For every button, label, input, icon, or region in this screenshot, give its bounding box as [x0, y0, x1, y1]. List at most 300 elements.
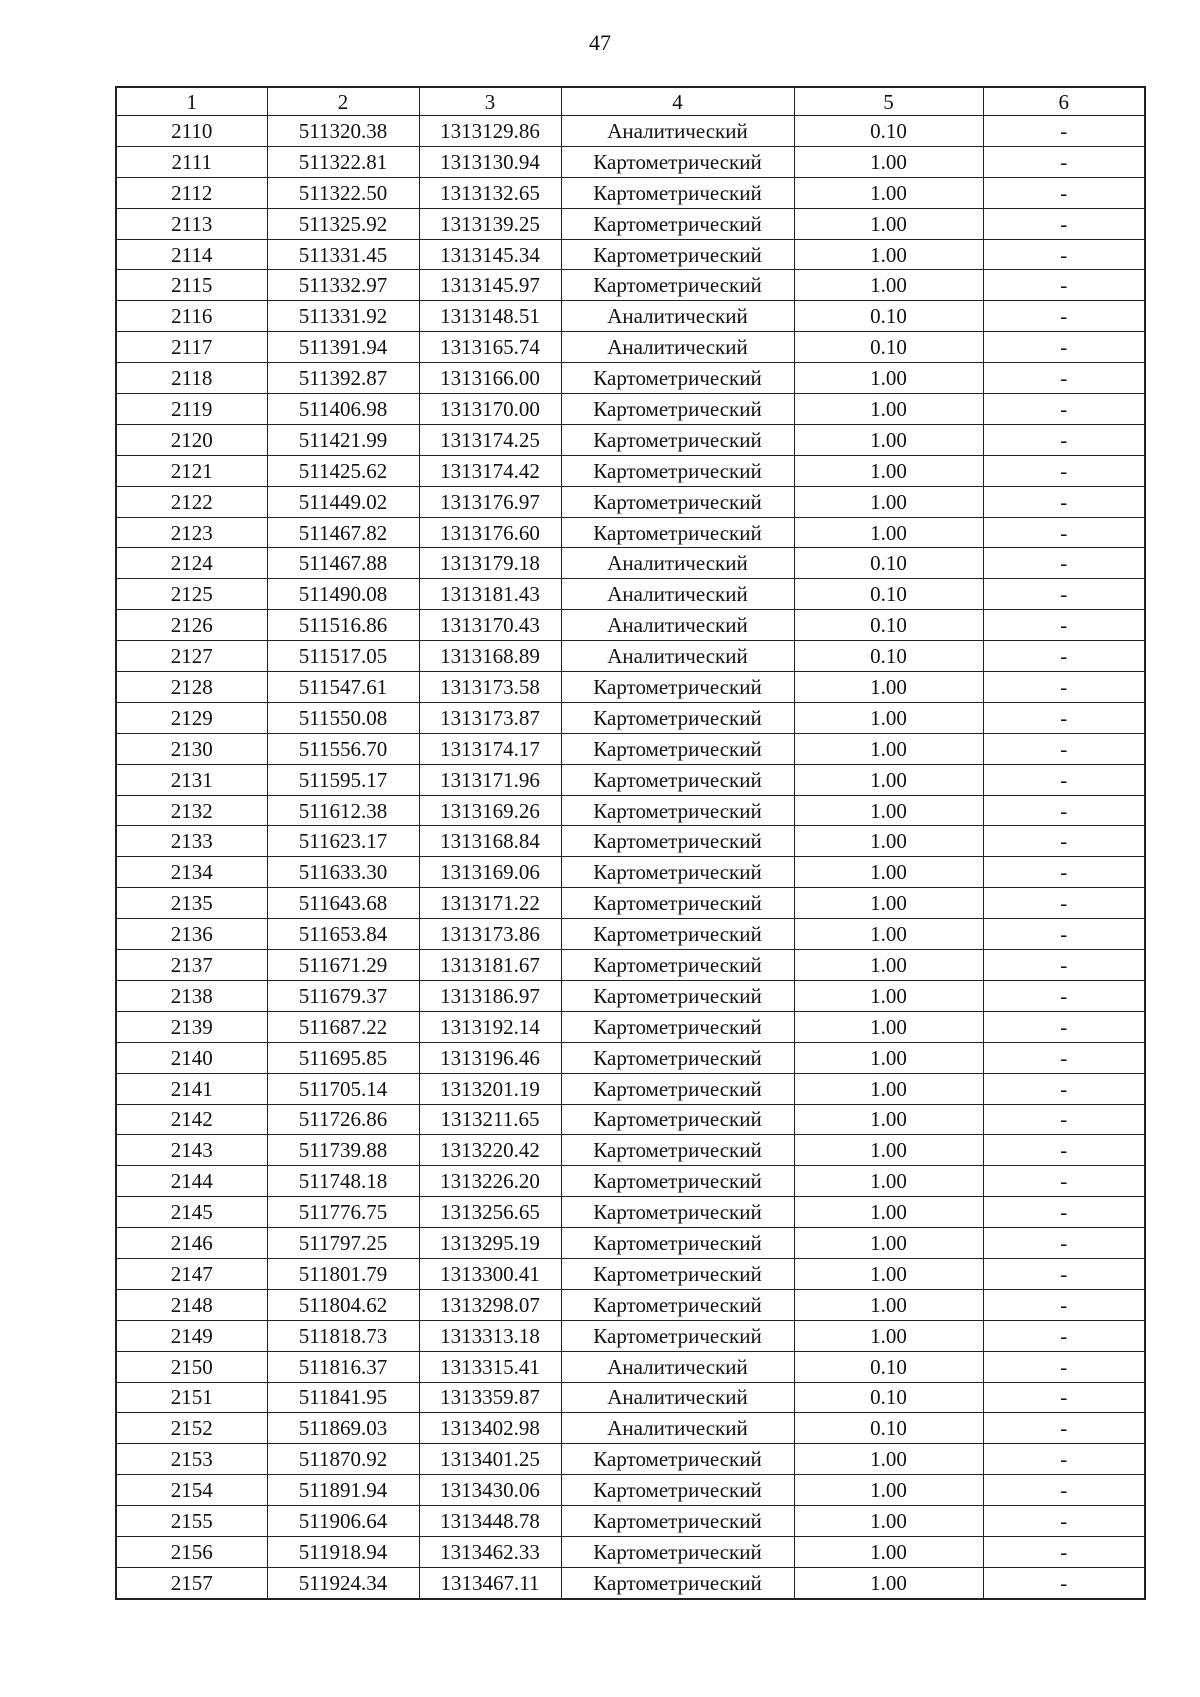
- cell-y-coordinate: 1313467.11: [419, 1567, 561, 1598]
- cell-accuracy: 1.00: [794, 1135, 983, 1166]
- cell-point-number: 2139: [116, 1011, 267, 1042]
- table-row: [116, 239, 1145, 270]
- cell-method: Картометрический: [561, 1042, 794, 1073]
- cell-y-coordinate: 1313171.22: [419, 888, 561, 919]
- cell-point-number: 2142: [116, 1104, 267, 1135]
- table-row: [116, 826, 1145, 857]
- cell-point-number: 2150: [116, 1351, 267, 1382]
- table-row: [116, 1228, 1145, 1259]
- cell-method: Картометрический: [561, 208, 794, 239]
- cell-accuracy: 1.00: [794, 950, 983, 981]
- table-row: [116, 1351, 1145, 1382]
- cell-method: Картометрический: [561, 1011, 794, 1042]
- cell-note: -: [983, 1166, 1145, 1197]
- cell-method: Картометрический: [561, 486, 794, 517]
- cell-x-coordinate: 511331.92: [267, 301, 419, 332]
- cell-method: Картометрический: [561, 857, 794, 888]
- table-row: [116, 486, 1145, 517]
- cell-note: -: [983, 1258, 1145, 1289]
- page-number: 47: [589, 30, 611, 55]
- cell-note: -: [983, 424, 1145, 455]
- cell-accuracy: 1.00: [794, 764, 983, 795]
- cell-point-number: 2140: [116, 1042, 267, 1073]
- cell-point-number: 2151: [116, 1382, 267, 1413]
- cell-accuracy: 1.00: [794, 1042, 983, 1073]
- cell-note: -: [983, 1351, 1145, 1382]
- cell-note: -: [983, 1073, 1145, 1104]
- cell-x-coordinate: 511643.68: [267, 888, 419, 919]
- cell-accuracy: 1.00: [794, 888, 983, 919]
- cell-point-number: 2145: [116, 1197, 267, 1228]
- cell-accuracy: 1.00: [794, 733, 983, 764]
- cell-note: -: [983, 764, 1145, 795]
- cell-accuracy: 0.10: [794, 1413, 983, 1444]
- table-row: [116, 888, 1145, 919]
- cell-x-coordinate: 511679.37: [267, 980, 419, 1011]
- cell-method: Картометрический: [561, 517, 794, 548]
- cell-note: -: [983, 486, 1145, 517]
- cell-note: -: [983, 1320, 1145, 1351]
- cell-y-coordinate: 1313132.65: [419, 177, 561, 208]
- cell-note: -: [983, 301, 1145, 332]
- cell-x-coordinate: 511623.17: [267, 826, 419, 857]
- cell-note: -: [983, 826, 1145, 857]
- cell-y-coordinate: 1313448.78: [419, 1506, 561, 1537]
- cell-x-coordinate: 511322.81: [267, 146, 419, 177]
- cell-y-coordinate: 1313192.14: [419, 1011, 561, 1042]
- cell-method: Картометрический: [561, 1289, 794, 1320]
- cell-point-number: 2127: [116, 641, 267, 672]
- cell-accuracy: 0.10: [794, 610, 983, 641]
- cell-note: -: [983, 919, 1145, 950]
- table-row: [116, 1166, 1145, 1197]
- cell-x-coordinate: 511653.84: [267, 919, 419, 950]
- cell-y-coordinate: 1313170.00: [419, 394, 561, 425]
- cell-point-number: 2147: [116, 1258, 267, 1289]
- cell-point-number: 2125: [116, 579, 267, 610]
- cell-x-coordinate: 511726.86: [267, 1104, 419, 1135]
- cell-x-coordinate: 511392.87: [267, 363, 419, 394]
- cell-y-coordinate: 1313173.86: [419, 919, 561, 950]
- cell-method: Аналитический: [561, 610, 794, 641]
- cell-x-coordinate: 511406.98: [267, 394, 419, 425]
- cell-x-coordinate: 511516.86: [267, 610, 419, 641]
- cell-method: Картометрический: [561, 672, 794, 703]
- table-row: [116, 332, 1145, 363]
- cell-point-number: 2149: [116, 1320, 267, 1351]
- table-body: [116, 116, 1145, 1599]
- cell-note: -: [983, 146, 1145, 177]
- cell-x-coordinate: 511467.82: [267, 517, 419, 548]
- cell-method: Картометрический: [561, 1320, 794, 1351]
- cell-note: -: [983, 1042, 1145, 1073]
- cell-y-coordinate: 1313170.43: [419, 610, 561, 641]
- cell-method: Аналитический: [561, 641, 794, 672]
- cell-method: Картометрический: [561, 888, 794, 919]
- cell-y-coordinate: 1313174.25: [419, 424, 561, 455]
- cell-accuracy: 1.00: [794, 146, 983, 177]
- cell-y-coordinate: 1313256.65: [419, 1197, 561, 1228]
- cell-x-coordinate: 511776.75: [267, 1197, 419, 1228]
- cell-y-coordinate: 1313130.94: [419, 146, 561, 177]
- cell-note: -: [983, 1567, 1145, 1598]
- cell-point-number: 2114: [116, 239, 267, 270]
- cell-method: Аналитический: [561, 1351, 794, 1382]
- cell-y-coordinate: 1313179.18: [419, 548, 561, 579]
- table-row: [116, 548, 1145, 579]
- cell-accuracy: 1.00: [794, 1011, 983, 1042]
- cell-note: -: [983, 1506, 1145, 1537]
- cell-y-coordinate: 1313169.06: [419, 857, 561, 888]
- cell-y-coordinate: 1313196.46: [419, 1042, 561, 1073]
- cell-method: Картометрический: [561, 1073, 794, 1104]
- coordinates-table: [115, 86, 1146, 1600]
- cell-point-number: 2134: [116, 857, 267, 888]
- cell-x-coordinate: 511869.03: [267, 1413, 419, 1444]
- cell-note: -: [983, 239, 1145, 270]
- cell-x-coordinate: 511818.73: [267, 1320, 419, 1351]
- cell-x-coordinate: 511906.64: [267, 1506, 419, 1537]
- cell-y-coordinate: 1313145.97: [419, 270, 561, 301]
- cell-note: -: [983, 888, 1145, 919]
- cell-note: -: [983, 610, 1145, 641]
- cell-y-coordinate: 1313166.00: [419, 363, 561, 394]
- cell-x-coordinate: 511841.95: [267, 1382, 419, 1413]
- cell-point-number: 2117: [116, 332, 267, 363]
- table-row: [116, 1475, 1145, 1506]
- table-row: [116, 455, 1145, 486]
- table-row: [116, 579, 1145, 610]
- column-header-method: 4: [561, 87, 794, 116]
- cell-method: Аналитический: [561, 1413, 794, 1444]
- cell-accuracy: 0.10: [794, 1382, 983, 1413]
- table-row: [116, 1506, 1145, 1537]
- cell-point-number: 2153: [116, 1444, 267, 1475]
- cell-y-coordinate: 1313168.84: [419, 826, 561, 857]
- cell-y-coordinate: 1313148.51: [419, 301, 561, 332]
- cell-note: -: [983, 672, 1145, 703]
- cell-point-number: 2144: [116, 1166, 267, 1197]
- cell-accuracy: 1.00: [794, 486, 983, 517]
- cell-note: -: [983, 208, 1145, 239]
- cell-method: Аналитический: [561, 548, 794, 579]
- cell-method: Картометрический: [561, 795, 794, 826]
- cell-point-number: 2120: [116, 424, 267, 455]
- cell-note: -: [983, 702, 1145, 733]
- cell-x-coordinate: 511739.88: [267, 1135, 419, 1166]
- header-row: [116, 87, 1145, 116]
- cell-point-number: 2143: [116, 1135, 267, 1166]
- cell-method: Картометрический: [561, 1228, 794, 1259]
- cell-note: -: [983, 1011, 1145, 1042]
- cell-note: -: [983, 394, 1145, 425]
- cell-accuracy: 1.00: [794, 826, 983, 857]
- table-row: [116, 980, 1145, 1011]
- cell-point-number: 2136: [116, 919, 267, 950]
- table-row: [116, 517, 1145, 548]
- cell-y-coordinate: 1313129.86: [419, 116, 561, 147]
- cell-y-coordinate: 1313359.87: [419, 1382, 561, 1413]
- cell-point-number: 2141: [116, 1073, 267, 1104]
- table-row: [116, 1104, 1145, 1135]
- cell-x-coordinate: 511705.14: [267, 1073, 419, 1104]
- cell-y-coordinate: 1313171.96: [419, 764, 561, 795]
- cell-note: -: [983, 1475, 1145, 1506]
- cell-accuracy: 0.10: [794, 301, 983, 332]
- cell-y-coordinate: 1313174.42: [419, 455, 561, 486]
- cell-accuracy: 1.00: [794, 239, 983, 270]
- cell-note: -: [983, 1382, 1145, 1413]
- cell-note: -: [983, 1444, 1145, 1475]
- cell-y-coordinate: 1313139.25: [419, 208, 561, 239]
- cell-point-number: 2138: [116, 980, 267, 1011]
- cell-accuracy: 1.00: [794, 177, 983, 208]
- cell-y-coordinate: 1313226.20: [419, 1166, 561, 1197]
- cell-note: -: [983, 1536, 1145, 1567]
- cell-y-coordinate: 1313168.89: [419, 641, 561, 672]
- cell-method: Картометрический: [561, 1197, 794, 1228]
- cell-y-coordinate: 1313313.18: [419, 1320, 561, 1351]
- cell-method: Картометрический: [561, 239, 794, 270]
- cell-note: -: [983, 548, 1145, 579]
- cell-y-coordinate: 1313401.25: [419, 1444, 561, 1475]
- cell-method: Аналитический: [561, 1382, 794, 1413]
- cell-x-coordinate: 511332.97: [267, 270, 419, 301]
- cell-point-number: 2155: [116, 1506, 267, 1537]
- cell-accuracy: 0.10: [794, 116, 983, 147]
- table-row: [116, 610, 1145, 641]
- cell-x-coordinate: 511421.99: [267, 424, 419, 455]
- cell-accuracy: 1.00: [794, 1320, 983, 1351]
- cell-x-coordinate: 511467.88: [267, 548, 419, 579]
- cell-point-number: 2122: [116, 486, 267, 517]
- cell-point-number: 2131: [116, 764, 267, 795]
- table-row: [116, 1073, 1145, 1104]
- cell-note: -: [983, 177, 1145, 208]
- cell-x-coordinate: 511449.02: [267, 486, 419, 517]
- cell-x-coordinate: 511595.17: [267, 764, 419, 795]
- cell-note: -: [983, 332, 1145, 363]
- table-row: [116, 919, 1145, 950]
- cell-accuracy: 1.00: [794, 1104, 983, 1135]
- cell-x-coordinate: 511748.18: [267, 1166, 419, 1197]
- table-row: [116, 1382, 1145, 1413]
- cell-note: -: [983, 363, 1145, 394]
- cell-method: Картометрический: [561, 455, 794, 486]
- cell-method: Картометрический: [561, 1444, 794, 1475]
- cell-x-coordinate: 511490.08: [267, 579, 419, 610]
- cell-x-coordinate: 511547.61: [267, 672, 419, 703]
- cell-y-coordinate: 1313211.65: [419, 1104, 561, 1135]
- cell-accuracy: 1.00: [794, 1506, 983, 1537]
- table-row: [116, 424, 1145, 455]
- table-row: [116, 1413, 1145, 1444]
- cell-point-number: 2124: [116, 548, 267, 579]
- cell-point-number: 2157: [116, 1567, 267, 1598]
- cell-point-number: 2128: [116, 672, 267, 703]
- cell-x-coordinate: 511325.92: [267, 208, 419, 239]
- table-row: [116, 1258, 1145, 1289]
- cell-accuracy: 0.10: [794, 579, 983, 610]
- table-row: [116, 1289, 1145, 1320]
- cell-method: Аналитический: [561, 579, 794, 610]
- cell-accuracy: 1.00: [794, 1475, 983, 1506]
- cell-x-coordinate: 511320.38: [267, 116, 419, 147]
- cell-point-number: 2118: [116, 363, 267, 394]
- cell-note: -: [983, 795, 1145, 826]
- cell-y-coordinate: 1313174.17: [419, 733, 561, 764]
- column-header-note: 6: [983, 87, 1145, 116]
- cell-method: Аналитический: [561, 332, 794, 363]
- cell-method: Картометрический: [561, 919, 794, 950]
- cell-note: -: [983, 270, 1145, 301]
- cell-note: -: [983, 1104, 1145, 1135]
- cell-note: -: [983, 641, 1145, 672]
- cell-accuracy: 1.00: [794, 672, 983, 703]
- cell-y-coordinate: 1313462.33: [419, 1536, 561, 1567]
- cell-method: Картометрический: [561, 1475, 794, 1506]
- cell-accuracy: 1.00: [794, 424, 983, 455]
- cell-x-coordinate: 511870.92: [267, 1444, 419, 1475]
- cell-method: Картометрический: [561, 1104, 794, 1135]
- cell-x-coordinate: 511924.34: [267, 1567, 419, 1598]
- cell-y-coordinate: 1313165.74: [419, 332, 561, 363]
- cell-point-number: 2148: [116, 1289, 267, 1320]
- cell-method: Картометрический: [561, 980, 794, 1011]
- cell-accuracy: 0.10: [794, 641, 983, 672]
- cell-y-coordinate: 1313173.87: [419, 702, 561, 733]
- cell-y-coordinate: 1313201.19: [419, 1073, 561, 1104]
- cell-note: -: [983, 980, 1145, 1011]
- table-row: [116, 764, 1145, 795]
- cell-accuracy: 1.00: [794, 1228, 983, 1259]
- cell-point-number: 2146: [116, 1228, 267, 1259]
- cell-accuracy: 0.10: [794, 548, 983, 579]
- cell-x-coordinate: 511804.62: [267, 1289, 419, 1320]
- table-row: [116, 702, 1145, 733]
- cell-point-number: 2126: [116, 610, 267, 641]
- table-row: [116, 1135, 1145, 1166]
- table-row: [116, 950, 1145, 981]
- table-row: [116, 146, 1145, 177]
- column-header-x-coordinate: 2: [267, 87, 419, 116]
- cell-point-number: 2137: [116, 950, 267, 981]
- table-row: [116, 795, 1145, 826]
- cell-method: Картометрический: [561, 1258, 794, 1289]
- cell-accuracy: 1.00: [794, 517, 983, 548]
- cell-y-coordinate: 1313402.98: [419, 1413, 561, 1444]
- cell-point-number: 2113: [116, 208, 267, 239]
- cell-y-coordinate: 1313176.97: [419, 486, 561, 517]
- cell-accuracy: 0.10: [794, 332, 983, 363]
- cell-point-number: 2111: [116, 146, 267, 177]
- cell-accuracy: 1.00: [794, 1567, 983, 1598]
- cell-y-coordinate: 1313220.42: [419, 1135, 561, 1166]
- cell-x-coordinate: 511801.79: [267, 1258, 419, 1289]
- cell-y-coordinate: 1313315.41: [419, 1351, 561, 1382]
- cell-method: Картометрический: [561, 1135, 794, 1166]
- table-row: [116, 1444, 1145, 1475]
- cell-point-number: 2119: [116, 394, 267, 425]
- cell-x-coordinate: 511671.29: [267, 950, 419, 981]
- cell-x-coordinate: 511550.08: [267, 702, 419, 733]
- cell-method: Картометрический: [561, 363, 794, 394]
- cell-y-coordinate: 1313173.58: [419, 672, 561, 703]
- table-row: [116, 270, 1145, 301]
- cell-method: Картометрический: [561, 826, 794, 857]
- cell-y-coordinate: 1313181.43: [419, 579, 561, 610]
- cell-accuracy: 1.00: [794, 702, 983, 733]
- cell-point-number: 2115: [116, 270, 267, 301]
- cell-x-coordinate: 511918.94: [267, 1536, 419, 1567]
- table-row: [116, 1011, 1145, 1042]
- cell-x-coordinate: 511391.94: [267, 332, 419, 363]
- cell-accuracy: 1.00: [794, 919, 983, 950]
- column-header-accuracy: 5: [794, 87, 983, 116]
- cell-y-coordinate: 1313181.67: [419, 950, 561, 981]
- cell-point-number: 2130: [116, 733, 267, 764]
- cell-method: Картометрический: [561, 270, 794, 301]
- table-row: [116, 363, 1145, 394]
- column-header-point-number: 1: [116, 87, 267, 116]
- cell-accuracy: 1.00: [794, 857, 983, 888]
- cell-x-coordinate: 511322.50: [267, 177, 419, 208]
- cell-point-number: 2129: [116, 702, 267, 733]
- cell-point-number: 2154: [116, 1475, 267, 1506]
- cell-method: Картометрический: [561, 146, 794, 177]
- cell-note: -: [983, 950, 1145, 981]
- cell-point-number: 2133: [116, 826, 267, 857]
- cell-x-coordinate: 511797.25: [267, 1228, 419, 1259]
- table-row: [116, 301, 1145, 332]
- cell-y-coordinate: 1313430.06: [419, 1475, 561, 1506]
- table-row: [116, 641, 1145, 672]
- cell-point-number: 2112: [116, 177, 267, 208]
- cell-accuracy: 1.00: [794, 1536, 983, 1567]
- cell-x-coordinate: 511633.30: [267, 857, 419, 888]
- cell-accuracy: 1.00: [794, 1197, 983, 1228]
- table-row: [116, 116, 1145, 147]
- table-row: [116, 394, 1145, 425]
- cell-y-coordinate: 1313295.19: [419, 1228, 561, 1259]
- cell-note: -: [983, 1135, 1145, 1166]
- table-row: [116, 1197, 1145, 1228]
- cell-x-coordinate: 511556.70: [267, 733, 419, 764]
- cell-accuracy: 1.00: [794, 1289, 983, 1320]
- cell-x-coordinate: 511331.45: [267, 239, 419, 270]
- cell-x-coordinate: 511816.37: [267, 1351, 419, 1382]
- cell-y-coordinate: 1313298.07: [419, 1289, 561, 1320]
- cell-accuracy: 1.00: [794, 455, 983, 486]
- cell-accuracy: 1.00: [794, 394, 983, 425]
- cell-method: Картометрический: [561, 394, 794, 425]
- cell-note: -: [983, 455, 1145, 486]
- table-row: [116, 177, 1145, 208]
- cell-x-coordinate: 511517.05: [267, 641, 419, 672]
- cell-x-coordinate: 511612.38: [267, 795, 419, 826]
- cell-method: Картометрический: [561, 1536, 794, 1567]
- cell-note: -: [983, 116, 1145, 147]
- cell-note: -: [983, 733, 1145, 764]
- cell-method: Картометрический: [561, 950, 794, 981]
- table-row: [116, 672, 1145, 703]
- cell-accuracy: 1.00: [794, 795, 983, 826]
- cell-method: Картометрический: [561, 1506, 794, 1537]
- cell-point-number: 2121: [116, 455, 267, 486]
- cell-note: -: [983, 857, 1145, 888]
- cell-accuracy: 1.00: [794, 270, 983, 301]
- table-row: [116, 733, 1145, 764]
